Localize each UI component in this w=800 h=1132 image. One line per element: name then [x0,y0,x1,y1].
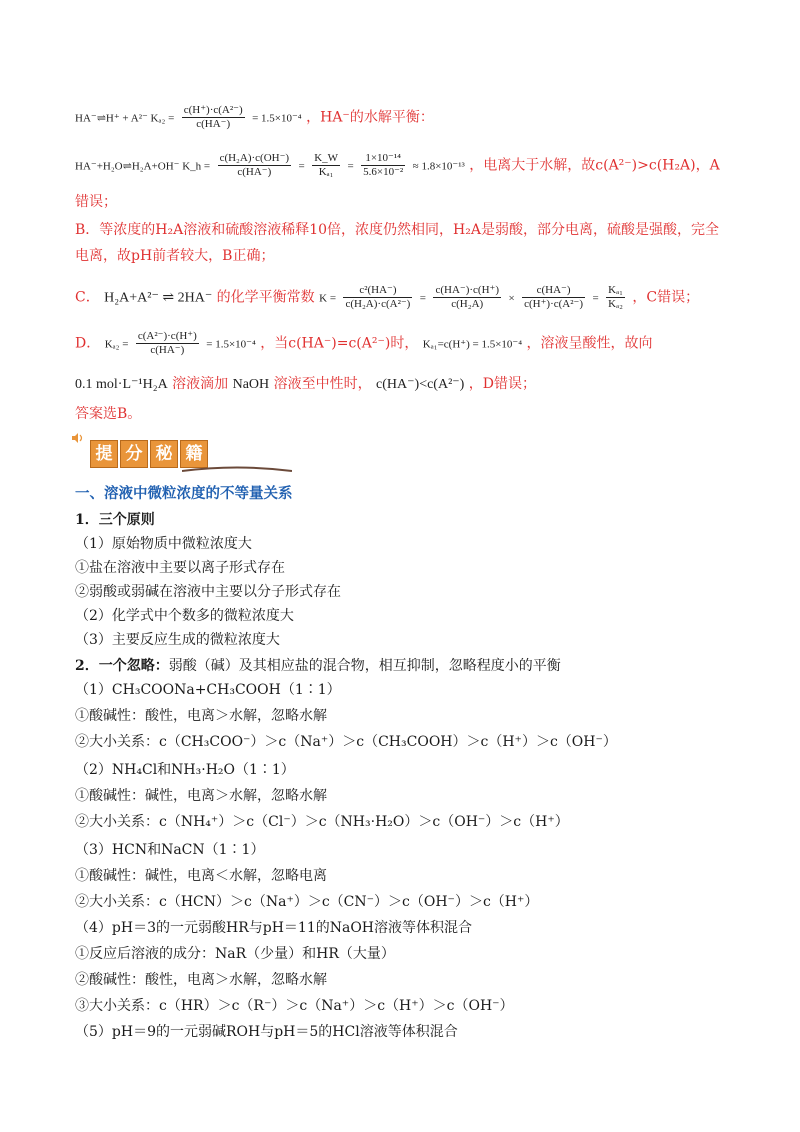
rule1-item: （2）化学式中个数多的微粒浓度大 [75,608,294,624]
rule2-item: ②大小关系：c（HCN）＞c（Na⁺）＞c（CN⁻）＞c（OH⁻）＞c（H⁺） [75,894,539,910]
banner-char-4: 籍 [180,440,208,468]
line-option-c: C． H₂A+A²⁻ ⇌ 2HA⁻ 的化学平衡常数 K = $\frac{\text{c²(HA⁻)}}{\text{c(H₂A)·c(A²⁻)}}$ = $\frac{c(HA^-)\cdot c(H^+)}{\text{c(H₂A)}}$ × $\frac{c(HA^-)}{\text{c(H⁺)·c(A²⁻)}}$ = $\frac{\text{Kₐ₁}}{\text{Kₐ₂}}$ ，C错误； [75,284,700,310]
rule2-item: ③大小关系：c（HR）＞c（R⁻）＞c（Na⁺）＞c（H⁺）＞c（OH⁻） [75,998,514,1014]
banner-swoosh-icon [182,466,292,472]
conclusion-a: ，电离大于水解，故c(A²⁻)>c(H₂A)，A [469,157,720,174]
answer-line: 答案选B。 [75,406,142,422]
rule2-item: （1）CH₃COONa+CH₃COOH（1∶1） [75,682,341,698]
equation-c: H₂A+A²⁻ ⇌ 2HA⁻ [104,290,213,306]
rule2-title: 2．一个忽略： [75,658,169,674]
rule2-item: ①酸碱性：酸性，电离＞水解，忽略水解 [75,708,327,724]
equation-ka2: HA⁻⇌H⁺ + A²⁻ Kₐ₂ = [75,112,175,125]
rule1-item: ②弱酸或弱碱在溶液中主要以分子形式存在 [75,584,341,600]
banner-char-1: 提 [90,440,118,468]
rule2-line [75,656,561,676]
line-option-b: B．等浓度的H₂A溶液和硫酸溶液稀释10倍，浓度仍然相同，H₂A是弱酸，部分电离，硫酸是强酸，完全 [75,222,719,238]
section-heading: 一、溶液中微粒浓度的不等量关系 [75,485,293,502]
rule2-item: （4）pH＝3的一元弱酸HR与pH＝11的NaOH溶液等体积混合 [75,920,473,936]
fraction-ka2: $\frac{\text{c(H⁺)·c(A²⁻)}}{c(HA^-)}$ [183,104,243,130]
rule2-item: ①酸碱性：碱性，电离＞水解，忽略水解 [75,788,327,804]
rule2-item: ①酸碱性：碱性，电离＜水解，忽略电离 [75,868,327,884]
rule2-item: （5）pH＝9的一元弱碱ROH与pH＝5的HCl溶液等体积混合 [75,1024,458,1040]
rule1-item: （3）主要反应生成的微粒浓度大 [75,632,280,648]
line-option-d-cont: 0.1 mol·L⁻¹H₂A 溶液滴加 NaOH 溶液至中性时， c(HA⁻)<c(A²⁻) ，D错误； [75,376,537,392]
rule1-item: ①盐在溶液中主要以离子形式存在 [75,560,285,576]
rule1-item: （1）原始物质中微粒浓度大 [75,536,252,552]
rule2-item: ①反应后溶液的成分：NaR（少量）和HR（大量） [75,946,395,962]
rule2-item: ②大小关系：c（CH₃COO⁻）＞c（Na⁺）＞c（CH₃COOH）＞c（H⁺）＞c（OH⁻） [75,734,617,750]
line-option-d: D． Kₐ₂ = $\frac{\text{c(A²⁻)·c(H⁺)}}{c(HA^-)}$ = 1.5×10⁻⁴ ，当c(HA⁻)=c(A²⁻)时， Kₐ₁=c(H⁺) = 1.5×10⁻⁴ ，溶液呈酸性，故向 [75,330,653,356]
line-ha-hydrolysis: HA⁻+H₂O⇌H₂A+OH⁻ K_h = $\frac{\text{c(H₂A)·c(OH⁻)}}{c(HA^-)}$ = $\frac{K\_W}{\text{Kₐ₁}}$ = $\frac{\text{1×10⁻¹⁴}}{\text{5.6×10⁻²}}$ ≈ 1.8×10⁻¹³ ，电离大于水解，故c(A²⁻)>c(H₂A)，A [75,152,720,178]
tips-banner [72,432,232,476]
line-option-b-cont: 电离，故pH前者较大，B正确； [75,248,275,264]
rule2-item: ②大小关系：c（NH₄⁺）＞c（Cl⁻）＞c（NH₃·H₂O）＞c（OH⁻）＞c（H⁺） [75,814,569,830]
line-ha-ionization: HA⁻⇌H⁺ + A²⁻ Kₐ₂ = $\frac{\text{c(H⁺)·c(A²⁻)}}{c(HA^-)}$ = 1.5×10⁻⁴ ，HA⁻的水解平衡： [75,104,434,130]
rule2-text: 弱酸（碱）及其相应盐的混合物，相互抑制，忽略程度小的平衡 [168,658,561,674]
banner-char-2: 分 [120,440,148,468]
rule2-item: ②酸碱性：酸性，电离＞水解，忽略水解 [75,972,327,988]
equation-kh: HA⁻+H₂O⇌H₂A+OH⁻ K_h = [75,160,211,173]
rule2-item: （2）NH₄Cl和NH₃·H₂O（1∶1） [75,762,295,778]
banner-char-3: 秘 [150,440,178,468]
rule2-item: （3）HCN和NaCN（1∶1） [75,842,265,858]
rule1-title: 1．三个原则 [75,512,155,528]
line-a-wrong: 错误； [75,194,117,210]
hydrolysis-note: ，HA⁻的水解平衡： [306,109,434,126]
